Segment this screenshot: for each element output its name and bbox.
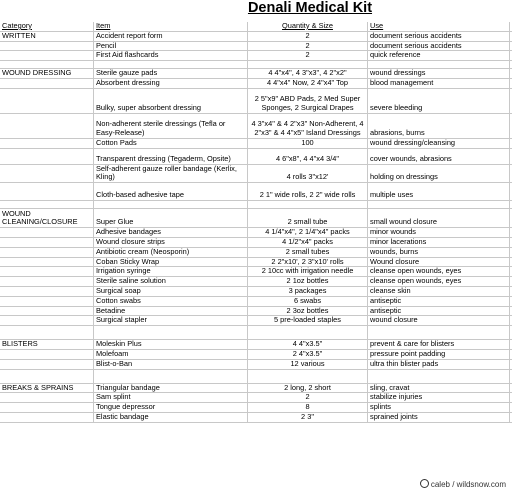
cell-quantity[interactable]: 4 4"x4", 4 3"x3", 4 2"x2" xyxy=(248,69,368,79)
table-row xyxy=(0,228,512,238)
cell-category[interactable]: BLISTERS xyxy=(0,340,94,350)
cell-item[interactable]: Pencil xyxy=(94,41,248,51)
cell-category[interactable] xyxy=(0,412,94,422)
cell-category[interactable]: WOUND DRESSING xyxy=(0,69,94,79)
table-row xyxy=(0,267,512,277)
table-row xyxy=(0,286,512,296)
cell-category[interactable] xyxy=(0,267,94,277)
cell-item[interactable] xyxy=(94,61,248,69)
cell-category[interactable] xyxy=(0,306,94,316)
cell-category[interactable] xyxy=(0,286,94,296)
table-row xyxy=(0,296,512,306)
cell-quantity[interactable]: 6 swabs xyxy=(248,296,368,306)
table-row xyxy=(0,78,512,88)
cell-quantity[interactable] xyxy=(248,369,368,383)
table-row xyxy=(0,306,512,316)
cell-item[interactable] xyxy=(94,369,248,383)
cell-quantity[interactable]: 4 3"x4" & 4 2"x3" Non-Adherent, 4 2"x3" & 4 4"x5" Island Dressings xyxy=(248,113,368,138)
cell-quantity[interactable]: 2 xyxy=(248,41,368,51)
cell-use[interactable]: cleanse skin xyxy=(368,286,510,296)
cell-category[interactable] xyxy=(0,277,94,287)
table-row xyxy=(0,326,512,340)
table-row xyxy=(0,209,512,228)
cell-quantity[interactable]: 2 1" wide rolls, 2 2" wide rolls xyxy=(248,183,368,201)
cell-use[interactable] xyxy=(368,326,510,340)
cell-use[interactable]: document serious accidents xyxy=(368,41,510,51)
table-row xyxy=(0,369,512,383)
cell-category[interactable]: WRITTEN xyxy=(0,31,94,41)
cell-category[interactable] xyxy=(0,51,94,61)
cell-category[interactable] xyxy=(0,78,94,88)
cell-quantity[interactable]: 4 4"x3.5" xyxy=(248,340,368,350)
cell-use[interactable]: small wound closure xyxy=(368,209,510,228)
table-row xyxy=(0,349,512,359)
cell-item[interactable]: Self-adherent gauze roller bandage (Kerlix, Kling) xyxy=(94,164,248,183)
cell-item[interactable]: Transparent dressing (Tegaderm, Opsite) xyxy=(94,148,248,164)
cell-category[interactable] xyxy=(0,257,94,267)
cell-use[interactable]: pressure point padding xyxy=(368,349,510,359)
table-row xyxy=(0,359,512,369)
cell-use[interactable]: cleanse open wounds, eyes xyxy=(368,267,510,277)
cell-category[interactable] xyxy=(0,237,94,247)
table-row xyxy=(0,316,512,326)
cell-quantity[interactable]: 4 4"x4" Now, 2 4"x4" Top xyxy=(248,78,368,88)
cell-quantity[interactable]: 2 10cc with irrigation needle xyxy=(248,267,368,277)
cell-quantity[interactable]: 100 xyxy=(248,138,368,148)
table-row xyxy=(0,277,512,287)
header-category[interactable]: Category xyxy=(0,22,94,31)
cell-use[interactable]: severe bleeding xyxy=(368,88,510,113)
table-row xyxy=(0,148,512,164)
cell-category[interactable] xyxy=(0,369,94,383)
cell-item[interactable]: Tongue depressor xyxy=(94,403,248,413)
page-title: Denali Medical Kit xyxy=(247,0,373,16)
cell-use[interactable]: prevent & care for blisters xyxy=(368,340,510,350)
cell-quantity[interactable]: 5 pre-loaded staples xyxy=(248,316,368,326)
watermark xyxy=(418,478,508,490)
cell-quantity[interactable] xyxy=(248,326,368,340)
cell-quantity[interactable]: 4 rolls 3"x12' xyxy=(248,164,368,183)
header-row xyxy=(0,22,512,31)
cell-quantity[interactable]: 2 2"x10', 2 3"x10' rolls xyxy=(248,257,368,267)
header-use[interactable]: Use xyxy=(368,22,510,31)
cell-use[interactable]: document serious accidents xyxy=(368,31,510,41)
cell-quantity[interactable]: 4 1/2"x4" packs xyxy=(248,237,368,247)
cell-quantity[interactable]: 2 small tubes xyxy=(248,247,368,257)
cell-item[interactable]: Betadine xyxy=(94,306,248,316)
cell-item[interactable]: Antibiotic cream (Neosporin) xyxy=(94,247,248,257)
table-row xyxy=(0,237,512,247)
cell-category[interactable] xyxy=(0,201,94,209)
cell-quantity[interactable] xyxy=(248,61,368,69)
cell-use[interactable]: holding on dressings xyxy=(368,164,510,183)
camera-icon xyxy=(420,479,429,488)
cell-item[interactable]: Wound closure strips xyxy=(94,237,248,247)
cell-use[interactable]: minor lacerations xyxy=(368,237,510,247)
cell-use[interactable]: wound dressings xyxy=(368,69,510,79)
cell-item[interactable]: Sam splint xyxy=(94,393,248,403)
medical-kit-table xyxy=(0,22,512,423)
cell-use[interactable]: wound dressing/cleansing xyxy=(368,138,510,148)
cell-quantity[interactable]: 2 xyxy=(248,51,368,61)
cell-category[interactable] xyxy=(0,359,94,369)
cell-quantity[interactable]: 2 5"x9" ABD Pads, 2 Med Super Sponges, 2 Surgical Drapes xyxy=(248,88,368,113)
cell-item[interactable]: Surgical soap xyxy=(94,286,248,296)
cell-quantity[interactable] xyxy=(248,201,368,209)
cell-quantity[interactable]: 8 xyxy=(248,403,368,413)
cell-item[interactable]: Triangular bandage xyxy=(94,383,248,393)
table-row xyxy=(0,51,512,61)
cell-item[interactable]: Bulky, super absorbent dressing xyxy=(94,88,248,113)
table-row xyxy=(0,257,512,267)
cell-quantity[interactable]: 3 packages xyxy=(248,286,368,296)
cell-category[interactable]: WOUND CLEANING/CLOSURE xyxy=(0,209,94,228)
table-row xyxy=(0,183,512,201)
table-row xyxy=(0,403,512,413)
cell-category[interactable] xyxy=(0,349,94,359)
cell-category[interactable] xyxy=(0,183,94,201)
cell-item[interactable]: First Aid flashcards xyxy=(94,51,248,61)
table-row xyxy=(0,88,512,113)
cell-use[interactable]: minor wounds xyxy=(368,228,510,238)
cell-category[interactable] xyxy=(0,296,94,306)
cell-item[interactable]: Sterile gauze pads xyxy=(94,69,248,79)
table-row xyxy=(0,113,512,138)
cell-item[interactable]: Accident report form xyxy=(94,31,248,41)
cell-item[interactable]: Blist-o-Ban xyxy=(94,359,248,369)
cell-category[interactable] xyxy=(0,148,94,164)
cell-category[interactable] xyxy=(0,403,94,413)
cell-quantity[interactable]: 2 xyxy=(248,31,368,41)
cell-category[interactable] xyxy=(0,393,94,403)
cell-use[interactable] xyxy=(368,61,510,69)
cell-use[interactable] xyxy=(368,369,510,383)
table-row xyxy=(0,393,512,403)
watermark-text: caleb / wildsnow.com xyxy=(430,480,506,489)
cell-item[interactable]: Cotton swabs xyxy=(94,296,248,306)
cell-category[interactable] xyxy=(0,88,94,113)
cell-quantity[interactable]: 2 small tube xyxy=(248,209,368,228)
table-row xyxy=(0,412,512,422)
cell-use[interactable]: wound closure xyxy=(368,316,510,326)
cell-quantity[interactable]: 4 6"x8", 4 4"x4 3/4" xyxy=(248,148,368,164)
cell-category[interactable] xyxy=(0,247,94,257)
cell-item[interactable]: Elastic bandage xyxy=(94,412,248,422)
cell-use[interactable]: stabilize injuries xyxy=(368,393,510,403)
table-row xyxy=(0,61,512,69)
cell-quantity[interactable]: 4 1/4"x4", 2 1/4"x4" packs xyxy=(248,228,368,238)
cell-category[interactable] xyxy=(0,228,94,238)
cell-item[interactable]: Irrigation syringe xyxy=(94,267,248,277)
cell-item[interactable]: Coban Sticky Wrap xyxy=(94,257,248,267)
cell-category[interactable] xyxy=(0,326,94,340)
table-row xyxy=(0,340,512,350)
table-row xyxy=(0,164,512,183)
cell-use[interactable]: ultra thin blister pads xyxy=(368,359,510,369)
cell-use[interactable] xyxy=(368,201,510,209)
table-row xyxy=(0,31,512,41)
cell-category[interactable] xyxy=(0,113,94,138)
cell-quantity[interactable]: 12 various xyxy=(248,359,368,369)
cell-category[interactable] xyxy=(0,316,94,326)
cell-item[interactable]: Cloth-based adhesive tape xyxy=(94,183,248,201)
cell-quantity[interactable]: 2 4"x3.5" xyxy=(248,349,368,359)
table-row xyxy=(0,69,512,79)
cell-item[interactable]: Molefoam xyxy=(94,349,248,359)
cell-use[interactable]: cover wounds, abrasions xyxy=(368,148,510,164)
header-quantity[interactable]: Quantity & Size xyxy=(248,22,368,31)
cell-category[interactable] xyxy=(0,41,94,51)
cell-item[interactable]: Adhesive bandages xyxy=(94,228,248,238)
cell-use[interactable]: multiple uses xyxy=(368,183,510,201)
cell-use[interactable]: splints xyxy=(368,403,510,413)
cell-quantity[interactable]: 2 xyxy=(248,393,368,403)
cell-item[interactable]: Surgical stapler xyxy=(94,316,248,326)
cell-use[interactable]: wounds, burns xyxy=(368,247,510,257)
cell-use[interactable]: antiseptic xyxy=(368,296,510,306)
cell-quantity[interactable]: 2 1oz bottles xyxy=(248,277,368,287)
cell-quantity[interactable]: 2 3" xyxy=(248,412,368,422)
cell-use[interactable]: blood management xyxy=(368,78,510,88)
cell-category[interactable] xyxy=(0,164,94,183)
cell-category[interactable]: BREAKS & SPRAINS xyxy=(0,383,94,393)
cell-item[interactable] xyxy=(94,326,248,340)
table-row xyxy=(0,138,512,148)
table-body xyxy=(0,22,512,422)
cell-category[interactable] xyxy=(0,61,94,69)
cell-use[interactable]: abrasions, burns xyxy=(368,113,510,138)
cell-use[interactable]: quick reference xyxy=(368,51,510,61)
cell-item[interactable]: Non-adherent sterile dressings (Tefla or Easy-Release) xyxy=(94,113,248,138)
cell-use[interactable]: antiseptic xyxy=(368,306,510,316)
cell-use[interactable]: cleanse open wounds, eyes xyxy=(368,277,510,287)
table-row xyxy=(0,201,512,209)
cell-item[interactable] xyxy=(94,201,248,209)
cell-use[interactable]: sling, cravat xyxy=(368,383,510,393)
cell-quantity[interactable]: 2 long, 2 short xyxy=(248,383,368,393)
cell-use[interactable]: sprained joints xyxy=(368,412,510,422)
cell-item[interactable]: Sterile saline solution xyxy=(94,277,248,287)
cell-item[interactable]: Cotton Pads xyxy=(94,138,248,148)
header-item[interactable]: Item xyxy=(94,22,248,31)
cell-use[interactable]: Wound closure xyxy=(368,257,510,267)
cell-item[interactable]: Absorbent dressing xyxy=(94,78,248,88)
cell-item[interactable]: Super Glue xyxy=(94,209,248,228)
table-row xyxy=(0,383,512,393)
table-row xyxy=(0,247,512,257)
cell-quantity[interactable]: 2 3oz bottles xyxy=(248,306,368,316)
table-row xyxy=(0,41,512,51)
cell-item[interactable]: Moleskin Plus xyxy=(94,340,248,350)
cell-category[interactable] xyxy=(0,138,94,148)
